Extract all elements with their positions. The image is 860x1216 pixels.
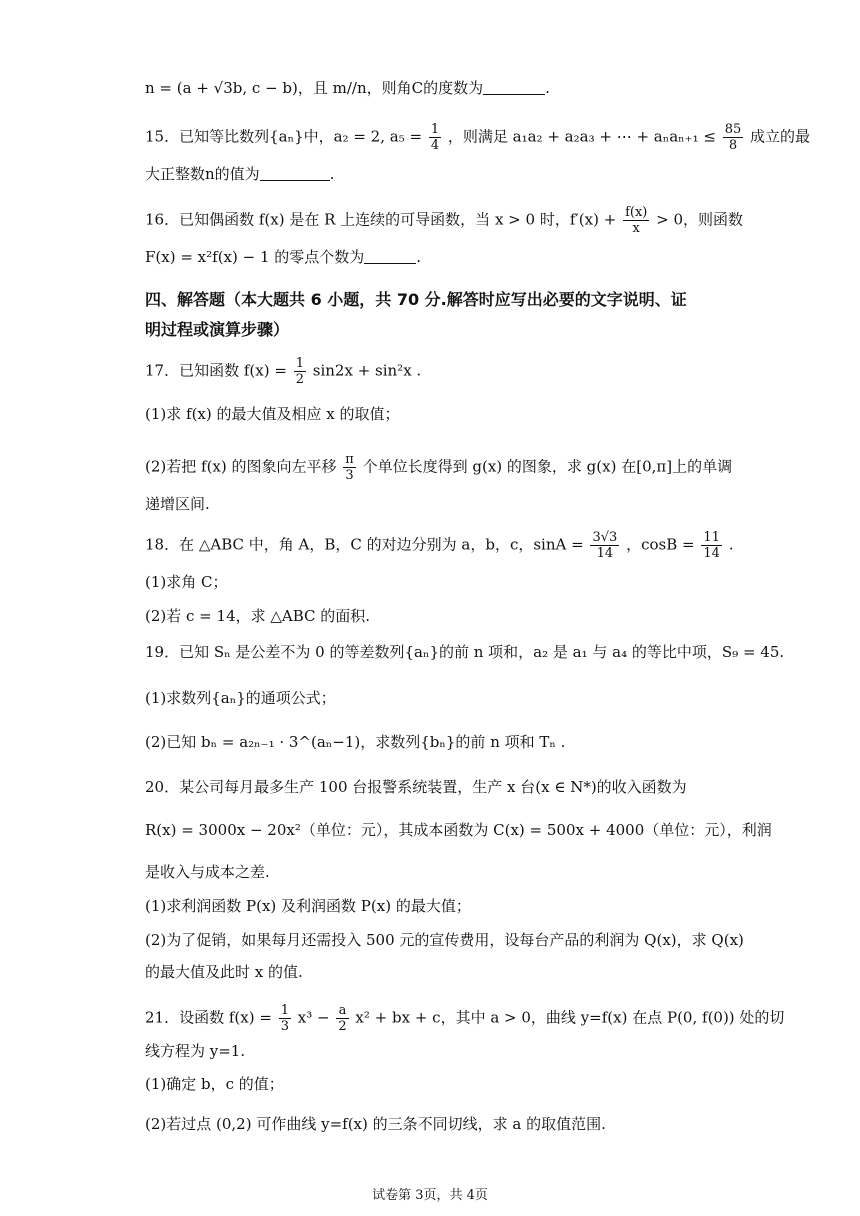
- text: sin2x + sin²x .: [312, 361, 422, 380]
- numerator: f(x): [625, 205, 648, 220]
- q15-line-1: [145, 122, 810, 153]
- text: .: [545, 79, 550, 97]
- text: 16．已知偶函数 f(x) 是在 R 上连续的可导函数，当 x > 0 时，f′(x) +: [145, 210, 617, 229]
- fraction: [623, 205, 649, 236]
- text: (2)若把 f(x) 的图象向左平移: [145, 457, 337, 476]
- text: 17．已知函数 f(x) =: [145, 361, 287, 380]
- denominator: 4: [430, 138, 440, 153]
- numerator: a: [336, 1003, 348, 1019]
- q17-part-1: (1)求 f(x) 的最大值及相应 x 的取值；: [145, 405, 400, 423]
- q20-stem-2: R(x) = 3000x − 20x²（单位：元），其成本函数为 C(x) = 500x + 4000（单位：元），利润: [145, 821, 772, 839]
- page-footer: 试卷第 3页，共 4页: [372, 1188, 488, 1203]
- q20-stem-1: 20．某公司每月最多生产 100 台报警系统装置，生产 x 台(x ∈ N*)的收入函数为: [145, 778, 687, 796]
- text: 15．已知等比数列{aₙ}中，a₂ = 2, a₅ =: [145, 127, 423, 146]
- q21-stem: [145, 1003, 784, 1034]
- denominator: 2: [295, 372, 304, 387]
- q20-part-1: (1)求利润函数 P(x) 及利润函数 P(x) 的最大值；: [145, 897, 471, 915]
- text: F(x) = x²f(x) − 1 的零点个数为: [145, 248, 365, 266]
- numerator: 1: [430, 122, 440, 137]
- text: 成立的最: [750, 127, 811, 146]
- text: x² + bx + c，其中 a > 0，曲线 y=f(x) 在点 P(0, f(0)) 处的切: [355, 1008, 785, 1027]
- q16-line-2: [145, 247, 421, 267]
- text: n = (a + √3b, c − b)，且 m//n，则角C的度数为: [145, 79, 484, 97]
- fraction: [294, 356, 306, 387]
- q19-part-2: (2)已知 bₙ = a₂ₙ₋₁ · 3^(aₙ−1)，求数列{bₙ}的前 n 项和 Tₙ .: [145, 733, 566, 751]
- denominator: 14: [596, 546, 614, 561]
- q20-stem-3: 是收入与成本之差.: [145, 863, 270, 881]
- q19-stem: 19．已知 Sₙ 是公差不为 0 的等差数列{aₙ}的前 n 项和，a₂ 是 a₁ 与 a₄ 的等比中项，S₉ = 45.: [145, 643, 785, 661]
- denominator: 8: [728, 138, 738, 153]
- q21-part-1: (1)确定 b，c 的值；: [145, 1075, 284, 1093]
- q21-stem-cont: 线方程为 y=1.: [145, 1042, 246, 1060]
- q18-stem: [145, 530, 733, 561]
- numerator: 1: [280, 1003, 289, 1018]
- denominator: x: [632, 221, 640, 236]
- text: ，则满足 a₁a₂ + a₂a₃ + ⋯ + aₙaₙ₊₁ ≤: [447, 127, 716, 146]
- fraction: [343, 452, 356, 483]
- q21-part-2: (2)若过点 (0,2) 可作曲线 y=f(x) 的三条不同切线，求 a 的取值范围.: [145, 1115, 606, 1133]
- numerator: 1: [295, 356, 304, 371]
- q16-line-1: [145, 205, 743, 236]
- q17-stem: [145, 356, 421, 387]
- denominator: 2: [338, 1019, 347, 1034]
- section-heading: 四、解答题（本大题共 6 小题，共 70 分.解答时应写出必要的文字说明、证: [145, 290, 687, 309]
- numerator: π: [345, 452, 354, 467]
- numerator: 85: [724, 122, 742, 137]
- text: 21．设函数 f(x) =: [145, 1008, 272, 1027]
- answer-blank: [260, 180, 330, 181]
- numerator: 3√3: [592, 530, 618, 545]
- fraction: [279, 1003, 291, 1034]
- denominator: 14: [703, 546, 720, 561]
- answer-blank: [483, 94, 545, 95]
- fraction: [590, 530, 619, 561]
- text: 大正整数n的值为: [145, 165, 260, 183]
- q20-part-2: (2)为了促销，如果每月还需投入 500 元的宣传费用，设每台产品的利润为 Q(x)，求 Q(x): [145, 931, 744, 949]
- text: 个单位长度得到 g(x) 的图象，求 g(x) 在[0,π]上的单调: [362, 457, 733, 476]
- text: .: [329, 165, 335, 183]
- fraction: [723, 122, 744, 153]
- q18-part-2: (2)若 c = 14，求 △ABC 的面积.: [145, 607, 371, 625]
- numerator: 11: [703, 530, 720, 545]
- text: x³ −: [297, 1008, 330, 1027]
- q15-line-2: [145, 164, 334, 184]
- text: ，cosB =: [626, 535, 695, 554]
- denominator: 3: [280, 1019, 289, 1034]
- denominator: 3: [345, 468, 354, 483]
- q19-part-1: (1)求数列{aₙ}的通项公式；: [145, 689, 336, 707]
- section-heading-cont: 明过程或演算步骤）: [145, 320, 290, 339]
- text: 18．在 △ABC 中，角 A，B，C 的对边分别为 a，b，c，sinA =: [145, 535, 584, 554]
- text: .: [728, 535, 734, 554]
- text: > 0，则函数: [656, 210, 744, 229]
- answer-blank: [364, 263, 416, 264]
- q17-part-2: [145, 452, 732, 483]
- fraction: [701, 530, 722, 561]
- q20-part-2-cont: 的最大值及此时 x 的值.: [145, 963, 303, 981]
- text: .: [416, 248, 422, 266]
- q17-part-2-cont: 递增区间.: [145, 495, 210, 513]
- q18-part-1: (1)求角 C；: [145, 573, 228, 591]
- fraction: [336, 1003, 348, 1034]
- fraction: [429, 122, 441, 153]
- q14-tail: [145, 78, 550, 98]
